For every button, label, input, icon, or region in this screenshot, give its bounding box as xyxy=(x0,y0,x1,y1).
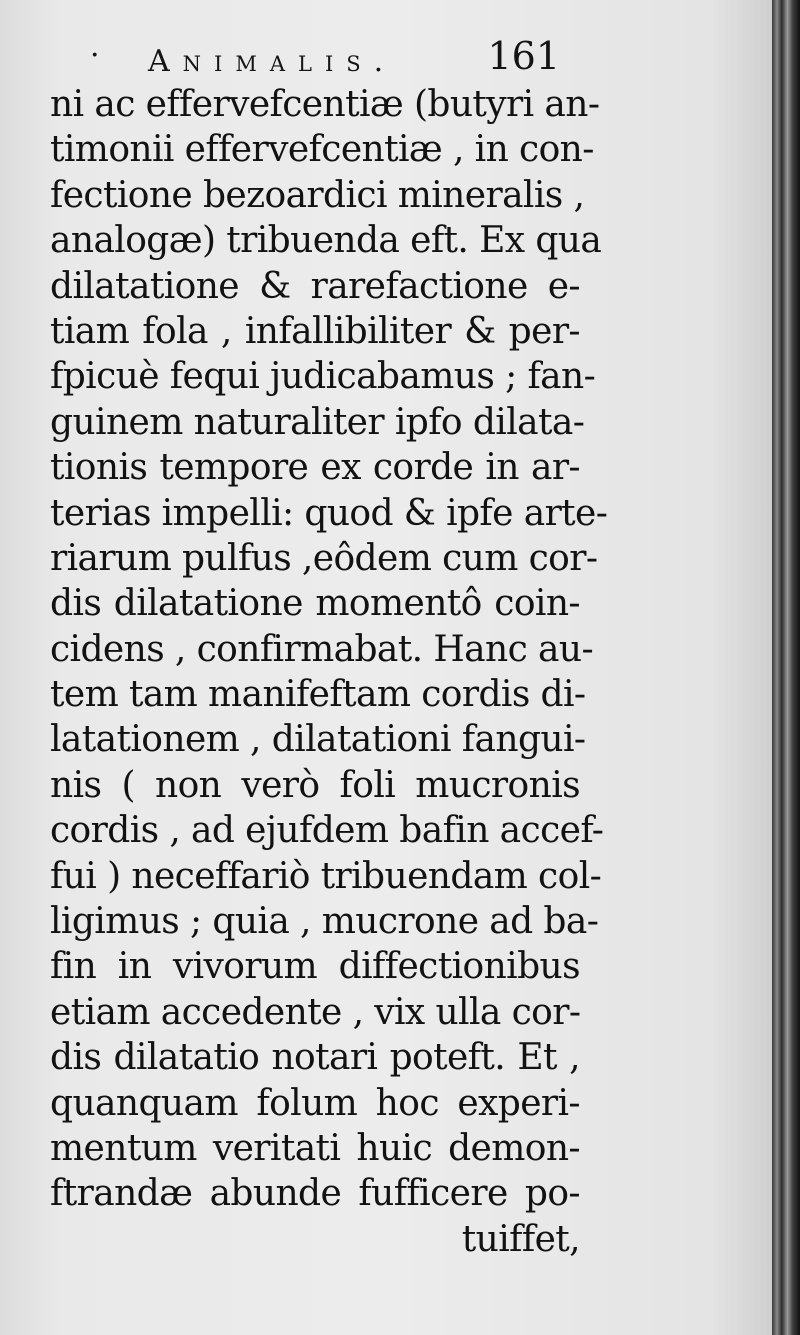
text-line: dilatatione & rarefactione e- xyxy=(50,265,580,307)
text-line-catchword: tuiffet, xyxy=(461,1218,580,1260)
text-line: fin in vivorum diffectionibus xyxy=(50,946,580,988)
page-number: 161 xyxy=(487,34,560,78)
text-line: guinem naturaliter ipfo dilata- xyxy=(50,401,585,443)
text-line: nis ( non verò foli mucronis xyxy=(50,764,580,806)
text-line: etiam accedente , vix ulla cor- xyxy=(50,991,581,1033)
running-head-title: Animalis. xyxy=(148,44,397,79)
text-line: latationem , dilatationi fangui- xyxy=(50,719,586,761)
text-line: cidens , confirmabat. Hanc au- xyxy=(50,628,594,670)
text-line: tionis tempore ex corde in ar- xyxy=(50,447,580,489)
text-line: fpicuè fequi judicabamus ; fan- xyxy=(50,356,596,398)
body-text xyxy=(50,82,608,1262)
text-line: analogæ) tribuenda eft. Ex qua xyxy=(50,220,602,262)
text-line: terias impelli: quod & ipfe arte- xyxy=(50,492,608,534)
page-edge-shadow xyxy=(772,0,800,1335)
text-line: dis dilatatione momentô coin- xyxy=(50,583,580,625)
text-line: fui ) neceffariò tribuendam col- xyxy=(50,855,602,897)
text-line: mentum veritati huic demon- xyxy=(50,1127,580,1169)
text-line: dis dilatatio notari poteft. Et , xyxy=(50,1037,580,1079)
running-head xyxy=(90,26,570,79)
text-line: ni ac effervefcentiæ (butyri an- xyxy=(50,84,600,125)
text-line: fectione bezoardici mineralis , xyxy=(50,174,585,216)
text-line: cordis , ad ejufdem bafin accef- xyxy=(50,810,604,852)
text-line: tiam fola , infallibiliter & per- xyxy=(50,310,580,352)
text-line: ligimus ; quia , mucrone ad ba- xyxy=(50,901,599,943)
text-line: timonii effervefcentiæ , in con- xyxy=(50,129,594,171)
running-head-dot: · xyxy=(90,38,100,73)
text-line: ftrandæ abunde fufficere po- xyxy=(50,1173,580,1215)
text-line: quanquam folum hoc experi- xyxy=(50,1082,580,1124)
text-line: tem tam manifeftam cordis di- xyxy=(50,674,586,716)
text-line: riarum pulfus ,eôdem cum cor- xyxy=(50,537,598,579)
